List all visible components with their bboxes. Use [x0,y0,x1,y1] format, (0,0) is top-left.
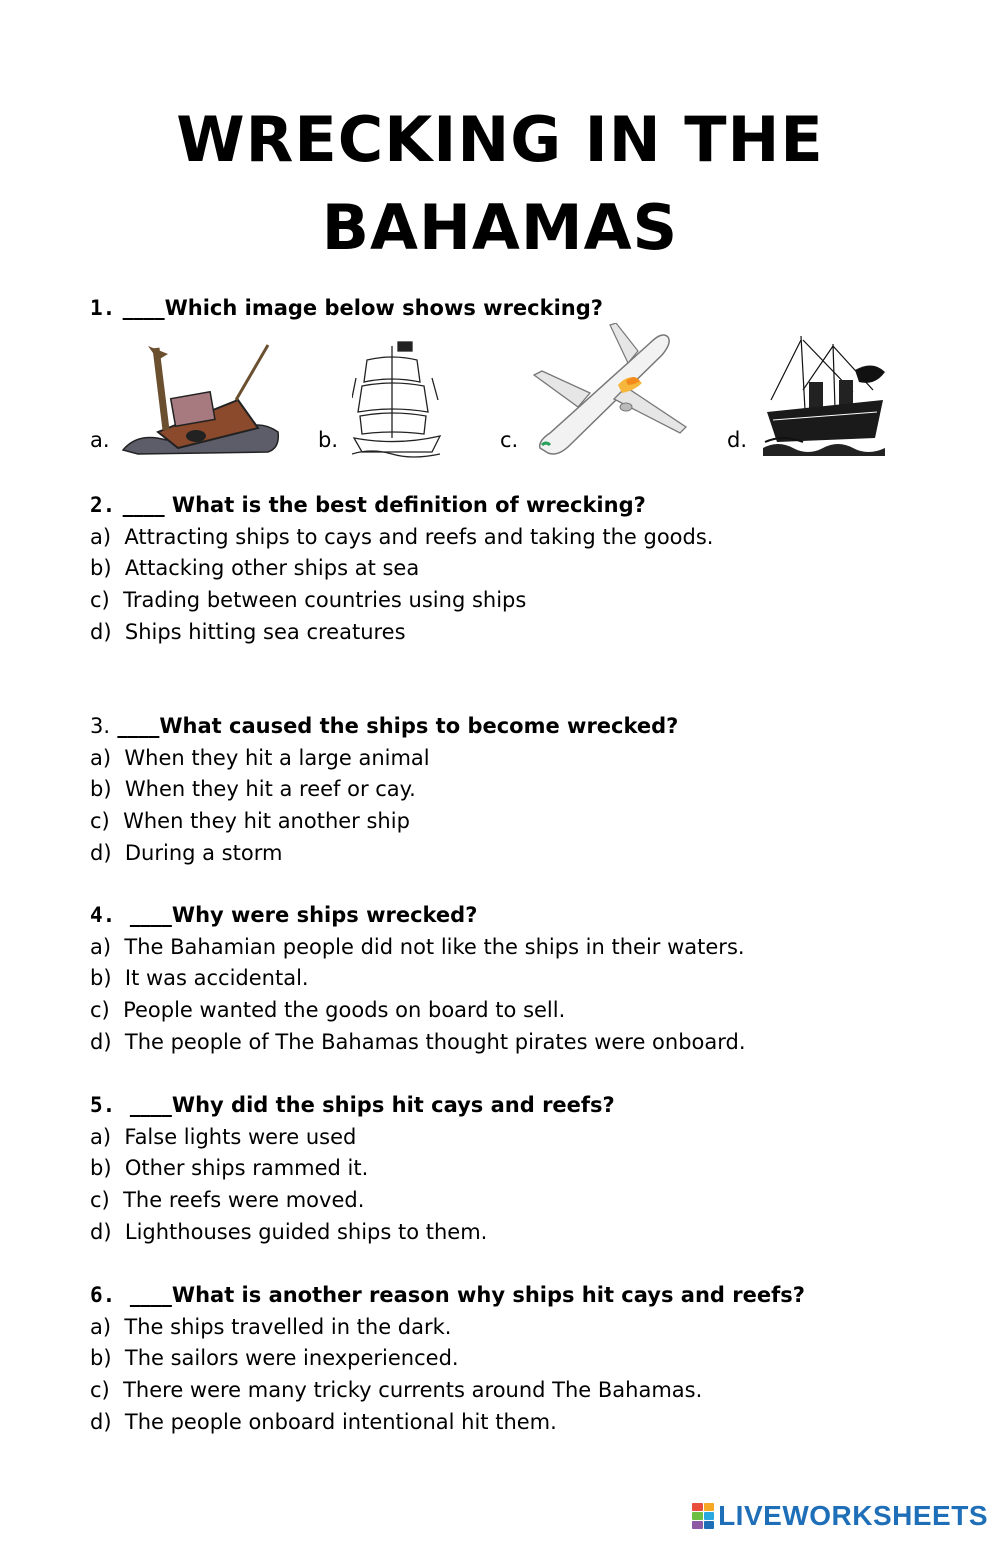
choice-b-label: b. [318,428,339,452]
shipwreck-image [118,340,283,458]
choice-d[interactable] [727,318,910,458]
question-4 [90,900,746,1057]
question-1-number: 1. [90,296,116,320]
choice-a[interactable] [90,318,290,458]
choice-d-label: d. [727,428,748,452]
question-3-option-b[interactable]: b) When they hit a reef or cay. [90,777,416,802]
question-3-option-d[interactable]: d) During a storm [90,840,283,865]
question-6-option-a[interactable]: a) The ships travelled in the dark. [90,1314,452,1339]
question-2-option-a[interactable]: a) Attracting ships to cays and reefs and taking the goods. [90,524,714,549]
question-5-text: ____Why did the ships hit cays and reefs? [129,1093,615,1117]
question-5 [90,1090,615,1247]
question-3-number: 3. [90,714,111,738]
question-6-text: ____What is another reason why ships hit cays and reefs? [129,1283,805,1307]
question-5-option-c[interactable]: c) The reefs were moved. [90,1188,365,1213]
plane-crash-image [530,323,695,458]
question-2-text: ____ What is the best definition of wrecking? [122,493,646,517]
question-2 [90,490,713,647]
question-3-option-c[interactable]: c) When they hit another ship [90,809,410,834]
pirate-ship-image [352,338,442,458]
question-3-option-a[interactable]: a) When they hit a large animal [90,745,430,770]
image-choices [90,318,910,458]
title-line-1: WRECKING IN THE [176,103,824,176]
question-4-option-d[interactable]: d) The people of The Bahamas thought pirates were onboard. [90,1029,746,1054]
question-6-option-d[interactable]: d) The people onboard intentional hit them. [90,1409,557,1434]
question-4-option-c[interactable]: c) People wanted the goods on board to sell. [90,998,566,1023]
question-2-option-c[interactable]: c) Trading between countries using ships [90,588,527,613]
question-2-option-d[interactable]: d) Ships hitting sea creatures [90,619,406,644]
page-title [0,96,1000,272]
question-4-text: ____Why were ships wrecked? [129,903,478,927]
question-5-number: 5. [90,1093,116,1117]
question-4-option-b[interactable]: b) It was accidental. [90,966,309,991]
question-5-option-d[interactable]: d) Lighthouses guided ships to them. [90,1219,488,1244]
question-6-option-b[interactable]: b) The sailors were inexperienced. [90,1346,459,1371]
choice-a-label: a. [90,428,110,452]
liveworksheets-brand [692,1501,988,1531]
steamship-image [763,330,888,458]
question-2-number: 2. [90,493,116,517]
liveworksheets-logo-icon [692,1503,714,1529]
question-6-option-c[interactable]: c) There were many tricky currents around The Bahamas. [90,1378,703,1403]
question-5-option-a[interactable]: a) False lights were used [90,1124,357,1149]
question-3-text: ____What caused the ships to become wrecked? [117,714,679,738]
choice-c-label: c. [500,428,519,452]
question-6 [90,1280,805,1437]
choice-b[interactable] [318,318,448,458]
question-1-text: ____Which image below shows wrecking? [122,296,603,320]
question-6-number: 6. [90,1283,116,1307]
title-line-2: BAHAMAS [321,191,679,264]
question-4-option-a[interactable]: a) The Bahamian people did not like the ships in their waters. [90,934,745,959]
question-5-option-b[interactable]: b) Other ships rammed it. [90,1156,369,1181]
choice-c[interactable] [500,318,700,458]
question-4-number: 4. [90,903,116,927]
question-2-option-b[interactable]: b) Attacking other ships at sea [90,556,420,581]
question-3 [90,711,678,868]
brand-text: LIVEWORKSHEETS [718,1500,988,1531]
